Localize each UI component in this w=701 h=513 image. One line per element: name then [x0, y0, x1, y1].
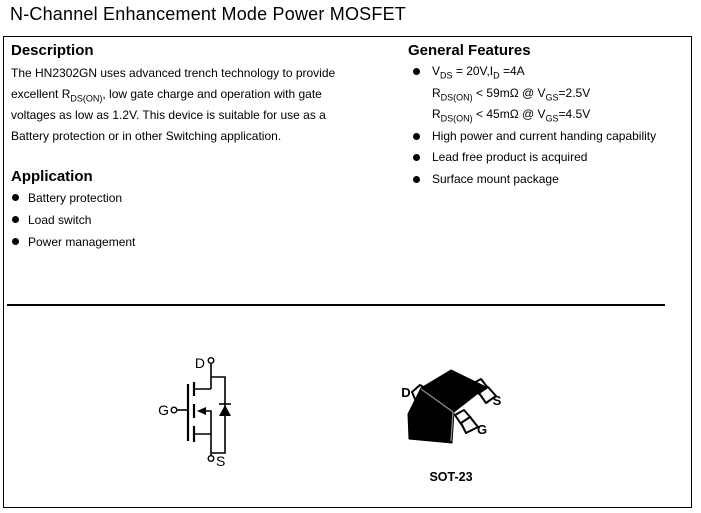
application-item — [11, 213, 396, 228]
feature-subitem — [408, 86, 692, 101]
feature-text: Lead free product is acquired — [432, 150, 588, 164]
package-gate-label: G — [476, 422, 488, 437]
left-column — [11, 42, 396, 257]
mosfet-symbol-drawing — [150, 344, 270, 480]
content-box — [3, 36, 692, 508]
bullet-icon — [12, 194, 19, 201]
feature-item — [408, 150, 692, 165]
package-source-label: S — [492, 393, 502, 408]
features-heading: General Features — [408, 42, 531, 59]
application-item-label: Battery protection — [28, 191, 123, 205]
separator-line — [7, 304, 665, 306]
sot23-package-drawing — [395, 366, 507, 454]
feature-text: $V_{DS} = 20V,I_D =4A$ — [432, 64, 525, 81]
feature-text: Surface mount package — [432, 171, 559, 186]
bullet-icon — [413, 176, 420, 183]
source-label: S — [216, 453, 226, 469]
feature-text: $R_{DS(ON)} < 59m\Omega$ @ $V_{GS}=2.5V$ — [432, 85, 591, 102]
application-item-label: Power management — [28, 235, 136, 249]
feature-text: $R_{DS(ON)} < 45m\Omega$ @ $V_{GS}=4.5V$ — [432, 107, 591, 124]
application-item-label: Load switch — [28, 213, 92, 227]
page-title: N-Channel Enhancement Mode Power MOSFET — [10, 4, 406, 24]
bullet-icon — [413, 133, 420, 140]
bullet-icon — [12, 238, 19, 245]
features-list — [408, 64, 692, 187]
bullet-icon — [413, 154, 420, 161]
description-text: The HN2302GN uses advanced trench technology to provide excellent $R_{DS(ON)}$, low gate charge and operation with gate voltages as low as 1.2V. This device is suitable for use as a Battery protection or in other Switching application. — [11, 66, 336, 143]
arrow-icon — [197, 407, 206, 415]
gate-label: G — [158, 402, 169, 418]
package-name-caption: SOT-23 — [429, 470, 473, 484]
bullet-icon — [413, 68, 420, 75]
application-list — [11, 191, 396, 250]
application-heading: Application — [11, 168, 93, 185]
body-diode-icon — [219, 405, 231, 416]
description-heading: Description — [11, 42, 94, 59]
drain-label: D — [194, 355, 205, 371]
feature-item — [408, 129, 692, 144]
feature-item — [408, 172, 692, 187]
feature-item — [408, 64, 692, 79]
application-item — [11, 191, 396, 206]
package-drain-label: D — [401, 385, 411, 400]
right-column — [408, 42, 692, 193]
feature-subitem — [408, 107, 692, 122]
bullet-icon — [12, 216, 19, 223]
feature-text: High power and current handing capability — [432, 128, 657, 143]
application-item — [11, 235, 396, 250]
